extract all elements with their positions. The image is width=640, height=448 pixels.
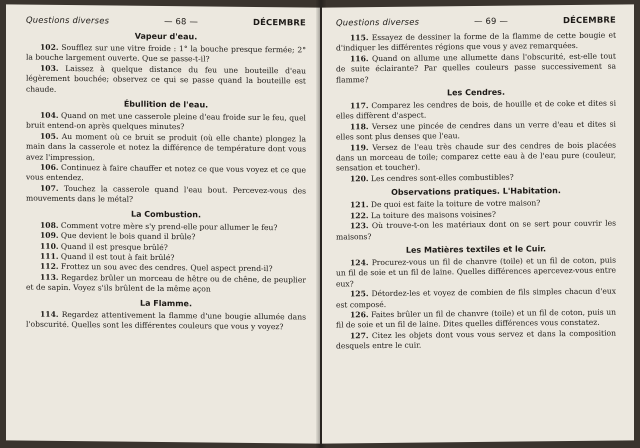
question-text: Soufflez sur une vitre froide : 1° la bouche presque fermée; 2° la bouche largement ouverte. Que se passe-t-il? [26,42,306,64]
question-item [336,328,616,352]
question-number: 118. [350,121,369,132]
section-heading: Ébullition de l'eau. [123,99,209,110]
question-text: Regardez attentivement la flamme d'une bougie allumée dans l'obscurité. Quelles sont les différentes couleurs que vous y voyez? [26,309,306,332]
question-item [26,111,306,135]
question-item [336,119,616,143]
question-text: Procurez-vous un fil de chanvre (toile) et un fil de coton, puis un fil de soie et un fil de laine. Quelles différences apercevez-vous entre eux? [336,255,616,289]
question-number: 112. [40,262,59,272]
question-number: 114. [40,309,59,319]
question-number: 107. [40,183,59,193]
question-item [336,307,616,331]
question-item [26,163,306,187]
question-text: Continuez à faire chauffer et notez ce que vous voyez et ce que vous entendez. [26,162,306,183]
question-item [26,63,306,97]
question-item [26,183,306,207]
question-text: Laissez à quelque distance du feu une bouteille d'eau légèrement bouchée; observez ce qui se passe quand la bouteille est chaude. [26,63,307,94]
question-number: 126. [350,310,369,320]
question-item [26,272,306,296]
question-text: Quand il est tout à fait brûlé? [60,251,175,263]
question-item [336,255,616,289]
section-heading: Observations pratiques. L'Habitation. [391,186,561,198]
question-number: 111. [40,251,59,261]
question-item [336,31,616,55]
running-title: Questions diverses [26,14,110,26]
question-text: Au moment où ce bruit se produit (où elle chante) plongez la main dans la casserole et notez la différence de température dont vous avez l'impression. [26,131,306,162]
month-label: DÉCEMBRE [252,16,306,28]
question-text: Quand on allume une allumette dans l'obscurité, est-elle tout de suite éclairante? Par quelles couleurs passe successivement sa flamme? [336,51,616,85]
right-page [322,4,634,443]
question-text: Quand il est presque brûlé? [60,241,168,252]
question-text: Versez de l'eau très chaude sur des cendres de bois placées dans un morceau de toile; comparez cette eau à de l'eau pure (couleur, sensation et toucher). [336,140,616,173]
page-number: — 68 — [164,16,199,27]
running-title: Questions diverses [336,16,420,28]
section-heading: Les Matières textiles et le Cuir. [405,244,547,255]
question-number: 127. [350,330,369,341]
question-text: Où trouve-t-on les matériaux dont on se sert pour couvrir les maisons? [336,218,616,241]
running-header [336,15,616,28]
question-number: 110. [40,241,59,251]
question-number: 104. [40,110,59,120]
section-heading: Vapeur d'eau. [134,31,198,42]
question-item [336,171,616,184]
question-text: La toiture des maisons voisines? [370,209,496,220]
question-text: De quoi est faite la toiture de votre maison? [370,198,541,210]
question-number: 109. [40,230,59,240]
question-number: 122. [350,210,369,221]
question-item [336,287,616,311]
question-number: 102. [40,42,59,52]
question-item [336,219,616,243]
question-text: Essayez de dessiner la forme de la flamme de cette bougie et d'indiquer les différentes régions que vous y avez remarquées. [336,30,617,53]
question-text: Les cendres sont-elles combustibles? [370,172,514,183]
question-item [26,309,306,333]
question-item [336,51,616,85]
question-text: Détordez-les et voyez de combien de fils simples chacun d'eux est composé. [336,286,617,310]
question-number: 106. [40,162,59,172]
question-text: Touchez la casserole quand l'eau bout. Percevez-vous des mouvements dans le métal? [26,183,306,204]
question-item [26,131,306,165]
question-number: 119. [350,142,369,152]
question-number: 108. [40,220,59,230]
question-number: 123. [350,221,369,231]
question-item [26,43,306,67]
question-number: 113. [40,272,59,282]
question-text: Comment votre mère s'y prend-elle pour allumer le feu? [60,220,278,232]
question-text: Que devient le bois quand il brûle? [60,231,196,242]
question-text: Citez les objets dont vous vous servez et dans la composition desquels entre le cuir. [336,328,616,351]
question-number: 125. [350,289,369,299]
question-text: Frottez un sou avec des cendres. Quel aspect prend-il? [60,262,273,274]
question-text: Faites brûler un fil de chanvre (toile) et un fil de coton, puis un fil de soie et un fil de laine. Dites quelles différences vous constatez. [336,307,616,330]
running-header [26,15,306,28]
question-number: 124. [350,258,369,268]
section-heading: Les Cendres. [447,87,505,98]
question-item [336,99,616,123]
question-number: 120. [350,174,369,184]
section-heading: La Combustion. [131,209,201,220]
question-number: 103. [40,63,59,73]
question-text: Versez une pincée de cendres dans un verre d'eau et dites si elles sont plus denses que l'eau. [336,119,616,142]
question-text: Comparez les cendres de bois, de houille et de coke et dites si elles diffèrent d'aspect. [336,98,617,121]
question-number: 105. [40,131,59,141]
page-number: — 69 — [474,15,509,27]
left-page [6,4,320,443]
question-text: Regardez brûler un morceau de hêtre ou de chêne, de peuplier et de sapin. Voyez s'ils brûlent de la même açon [26,272,306,294]
question-number: 116. [350,53,369,64]
question-number: 121. [350,200,369,210]
question-item [336,140,616,174]
question-number: 117. [350,101,369,111]
month-label: DÉCEMBRE [562,14,616,26]
question-text: Quand on met une casserole pleine d'eau froide sur le feu, quel bruit entend-on après quelques minutes? [26,110,306,132]
question-number: 115. [350,33,369,43]
section-heading: La Flamme. [139,298,193,308]
